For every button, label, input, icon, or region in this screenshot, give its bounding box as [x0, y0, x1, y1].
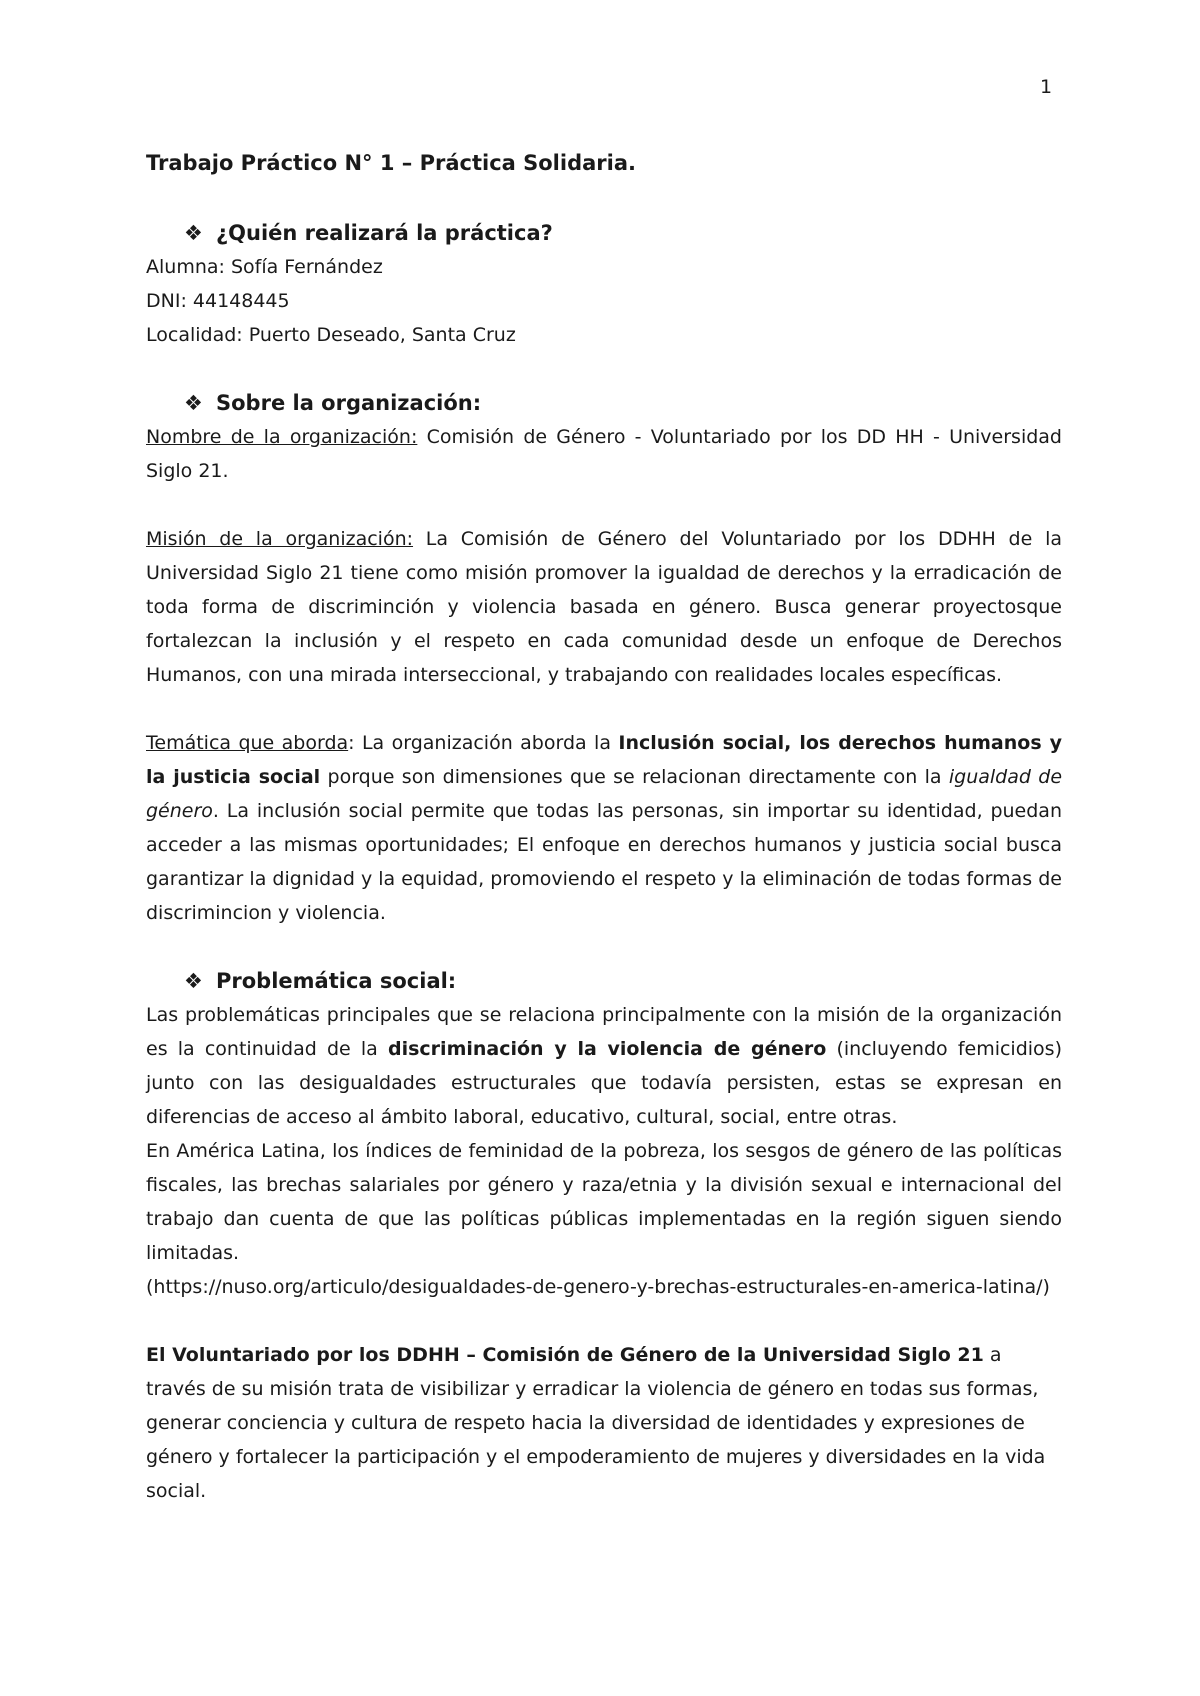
tematica-bold: Inclusión social, los derechos humanos y la justicia social: [146, 732, 1062, 788]
localidad-line: Localidad: Puerto Deseado, Santa Cruz: [146, 324, 516, 346]
source-link: (https://nuso.org/articulo/desigualdades-de-genero-y-brechas-estructurales-en-america-latina/): [146, 1276, 1050, 1298]
section-heading-organizacion: [146, 386, 1062, 420]
diamond-bullet-icon: ❖: [184, 221, 203, 245]
p3-bold: El Voluntariado por los DDHH – Comisión de Género de la Universidad Siglo 21: [146, 1344, 984, 1366]
diamond-bullet-icon: ❖: [184, 391, 203, 415]
nombre-label: Nombre de la organización:: [146, 426, 418, 448]
page-number: 1: [1040, 76, 1053, 98]
tematica-italic: igualdad de género: [146, 766, 1063, 822]
mision-text: La Comisión de Género del Voluntariado por los DDHH de la Universidad Siglo 21 tiene como misión promover la igualdad de derechos y la erradicación de toda forma de discriminción y violencia basada en género. Busca generar proyectosque fortalezcan la inclusión y el respeto en cada comunidad desde un enfoque de Derechos Humanos, con una mirada interseccional, y trabajando con realidades locales específicas.: [146, 528, 1062, 686]
section-heading-label: ¿Quién realizará la práctica?: [216, 221, 553, 245]
p1-end: (incluyendo femicidios) junto con las desigualdades estructurales que todavía persisten, estas se expresan en diferencias de acceso al ámbito laboral, educativo, cultural, social, entre otras.: [146, 1038, 1062, 1128]
p1-start: Las problemáticas principales que se relaciona principalmente con la misión de la organización es la continuidad de la: [146, 1004, 1062, 1060]
document-title: Trabajo Práctico N° 1 – Práctica Solidaria.: [146, 151, 636, 175]
document-body: [146, 146, 1062, 1508]
tematica-intro: : La organización aborda la: [348, 732, 619, 754]
tematica-label: Temática que aborda: [146, 732, 349, 754]
mision-label: Misión de la organización:: [146, 528, 414, 550]
alumna-line: Alumna: Sofía Fernández: [146, 256, 383, 278]
section-heading-label: Sobre la organización:: [216, 391, 482, 415]
tematica-mid: porque son dimensiones que se relacionan directamente con la: [320, 766, 949, 788]
problematica-paragraph-1: [146, 998, 1062, 1134]
section-heading-problematica: [146, 964, 1062, 998]
problematica-paragraph-2: En América Latina, los índices de feminidad de la pobreza, los sesgos de género de las políticas fiscales, las brechas salariales por género y raza/etnia y la división sexual e internacional del trabajo dan cuenta de que las políticas públicas implementadas en la región siguen siendo limitadas.: [146, 1140, 1062, 1264]
mision-paragraph: [146, 522, 1062, 692]
p3-end: a través de su misión trata de visibilizar y erradicar la violencia de género en todas sus formas, generar conciencia y cultura de respeto hacia la diversidad de identidades y expresiones de género y fortalecer la participación y el empoderamiento de mujeres y diversidades en la vida social.: [146, 1344, 1046, 1502]
section-heading-practica: [146, 216, 1062, 250]
voluntariado-paragraph: [146, 1338, 1062, 1508]
diamond-bullet-icon: ❖: [184, 969, 203, 993]
tematica-paragraph: [146, 726, 1062, 930]
dni-line: DNI: 44148445: [146, 290, 290, 312]
nombre-organizacion-paragraph: [146, 420, 1062, 488]
nombre-value: Comisión de Género - Voluntariado por los DD HH - Universidad Siglo 21.: [146, 426, 1062, 482]
p1-bold: discriminación y la violencia de género: [388, 1038, 827, 1060]
section-heading-label: Problemática social:: [216, 969, 457, 993]
tematica-end: . La inclusión social permite que todas las personas, sin importar su identidad, puedan acceder a las mismas oportunidades; El enfoque en derechos humanos y justicia social busca garantizar la dignidad y la equidad, promoviendo el respeto y la eliminación de todas formas de discrimincion y violencia.: [146, 800, 1062, 924]
